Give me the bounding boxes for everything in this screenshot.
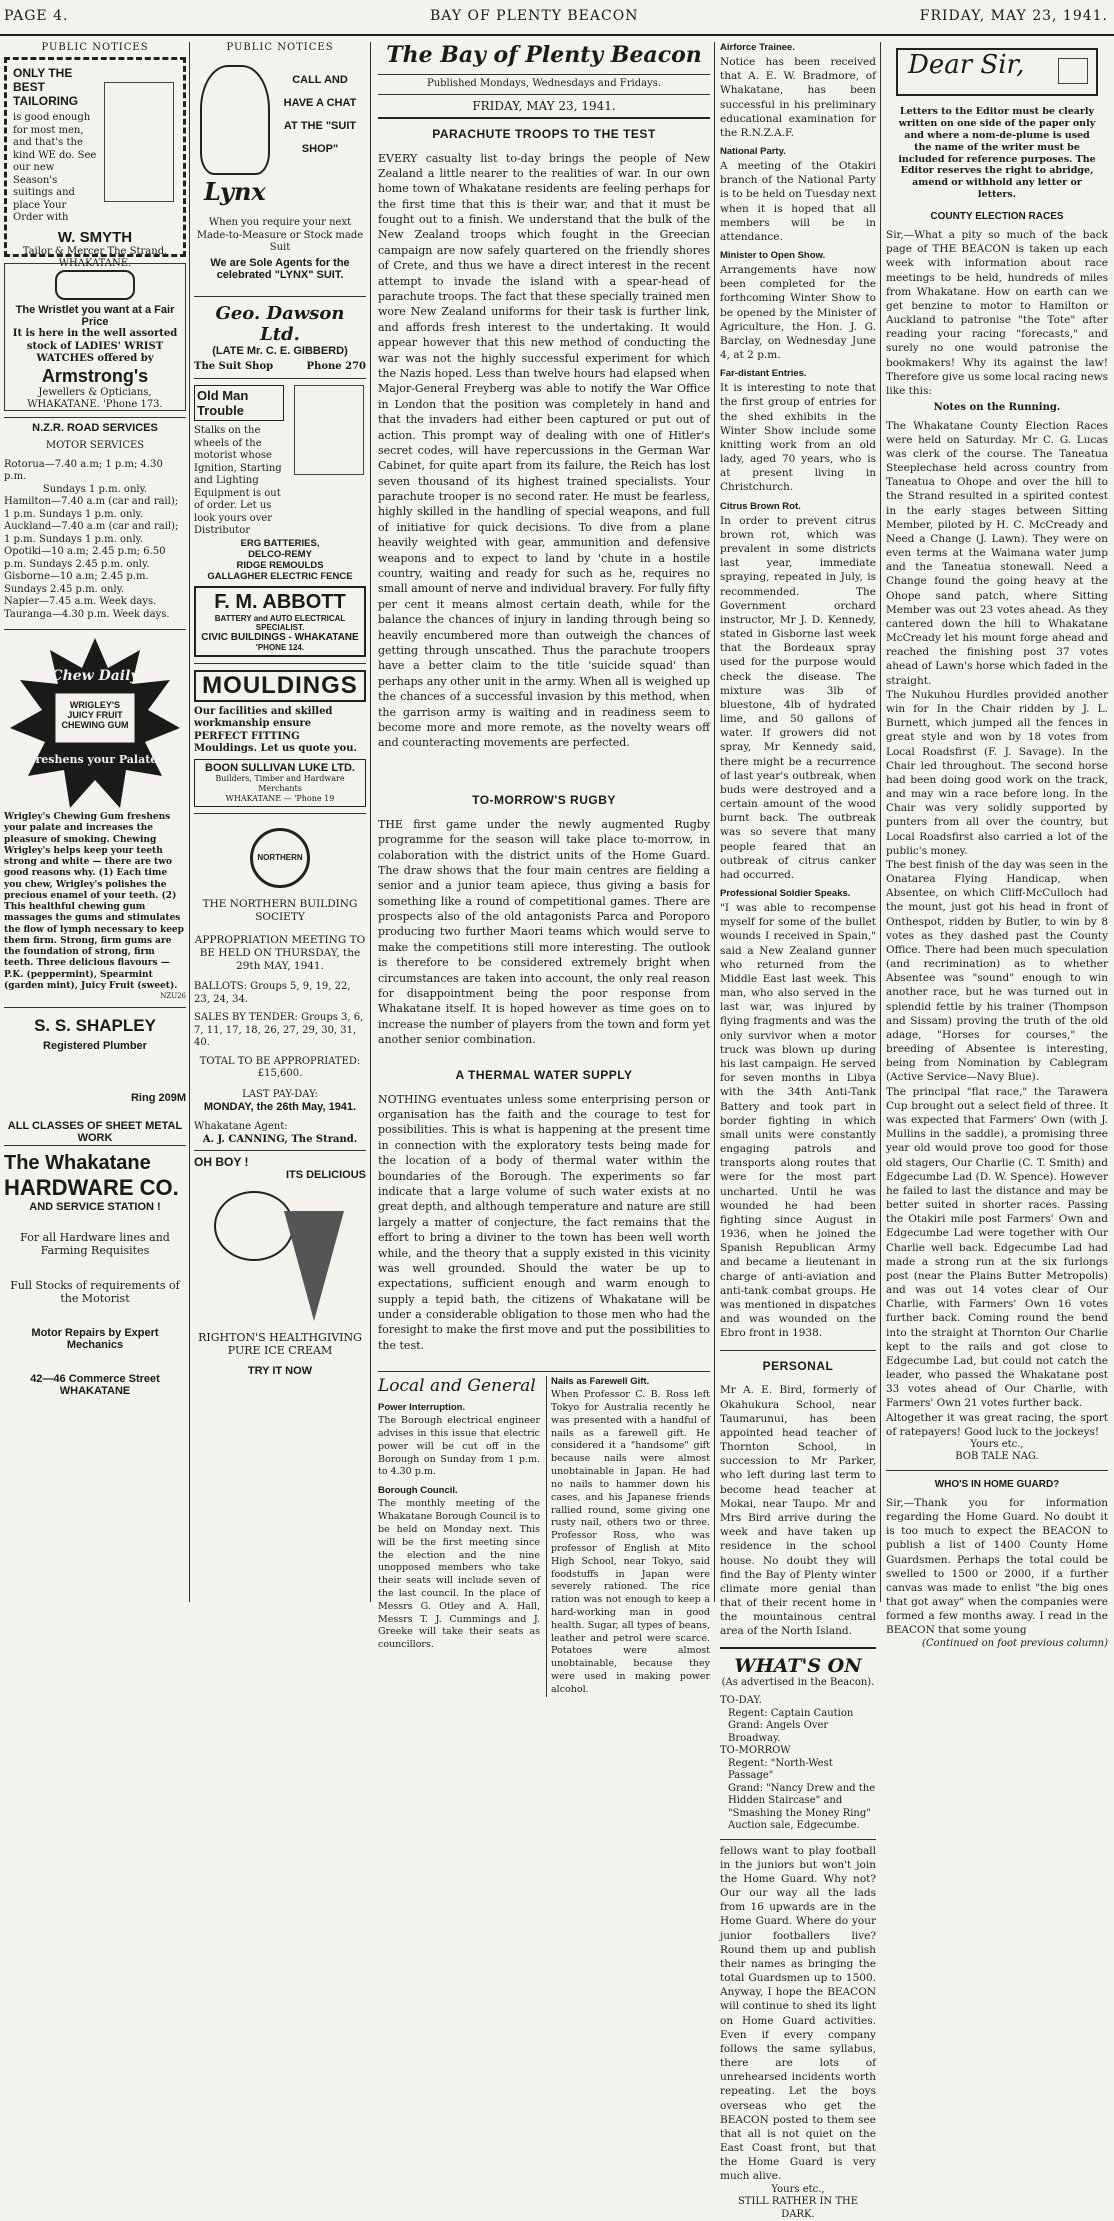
dawson-late: (LATE Mr. C. E. GIBBERD)	[212, 345, 348, 357]
letter-continued	[720, 1839, 876, 2221]
abbott-item: RIDGE REMOULDS	[236, 559, 324, 571]
issue-date: FRIDAY, MAY 23, 1941.	[919, 8, 1108, 24]
hardware-line-3: Motor Repairs by Expert Mechanics	[31, 1326, 159, 1351]
nbs-title: THE NORTHERN BUILDING SOCIETY	[202, 897, 358, 923]
page-header	[0, 0, 1114, 36]
nbs-agent-name: A. J. CANNING, The Strand.	[202, 1133, 358, 1145]
hardware-line-2: Full Stocks of requirements of the Motorist	[10, 1278, 180, 1305]
news-heading: Professional Soldier Speaks.	[720, 888, 851, 900]
editorial-headline: A THERMAL WATER SUPPLY	[455, 1067, 633, 1082]
shapley-work: ALL CLASSES OF SHEET METAL WORK	[7, 1119, 183, 1144]
tailor-illustration	[104, 82, 174, 202]
mouldings-title: MOULDINGS	[194, 670, 366, 702]
lynx-ad	[194, 57, 366, 297]
whats-on-item: Grand: "Nancy Drew and the Hidden Staircase" and "Smashing the Money Ring"	[728, 1782, 876, 1819]
wrigley-slogan: Freshens your Palate!	[27, 753, 163, 766]
abbott-item: DELCO-REMY	[248, 548, 312, 560]
nbs-payday: LAST PAY-DAY:	[242, 1088, 318, 1100]
local-general-section	[378, 1371, 710, 1697]
letter-name: STILL RATHER IN THE DARK.	[737, 2196, 859, 2220]
smyth-address: Tailor & Mercer The Strand. WHAKATANE.	[22, 245, 168, 269]
abbott-name: F. M. ABBOTT	[214, 590, 346, 613]
editorial-body: NOTHING eventuates unless some enterprising person or organisation has the faith and the courage to test for possibilities. This is what is happening at the present time in connection with the exploratory tests being made for the location of a body of thermal water within the boundaries of the Borough. The experiments so far indicate that a large volume of such water exists at no great depth, and although temperature and nature are still largely a matter of conjecture, the fact remains that the effort to bring a diviner to the town has been well worth while, and the theory that a supply existed in this vicinity was well grounded. Should the water be up to expectations, sufficient enough and warm enough to supply a tepid bath, the citizens of Whakatane will be under a considerable obligation to those men who had the foresight to make the first move and put the possibilities to the test.	[378, 1092, 710, 1352]
whats-on-title: WHAT'S ON	[734, 1654, 862, 1677]
news-heading: Borough Council.	[378, 1485, 458, 1497]
smyth-headline: ONLY THE BEST TAILORING	[13, 66, 79, 108]
news-body: A meeting of the Otakiri branch of the National Party is to be held on Tuesday next when it is hoped that all members will be in attendance.	[720, 160, 876, 243]
news-body: It is interesting to note that the first group of entries for the shed exhibits in the Winter Show include some knitting work from an old lady, aged 70 years, who is at present living in Christchurch.	[720, 382, 876, 494]
nbs-meeting: APPROPRIATION MEETING TO BE HELD ON THURSDAY, the 29th MAY, 1941.	[194, 933, 366, 972]
nbs-total: TOTAL TO BE APPROPRIATED: £15,600.	[199, 1055, 361, 1080]
whats-on-item: Regent: "North-West Passage"	[728, 1757, 833, 1782]
abbott-spec: BATTERY and AUTO ELECTRICAL SPECIALIST.	[214, 613, 346, 632]
dawson-shop: The Suit Shop	[194, 361, 274, 372]
abbott-dist: Distributor	[194, 525, 251, 536]
masthead-title: The Bay of Plenty Beacon	[386, 42, 702, 68]
watch-icon	[55, 270, 135, 300]
wrigley-ad	[4, 629, 186, 1001]
editorial-body: THE first game under the newly augmented Rugby programme for the season will take place to-morrow, in colaboration with the district units of the Home Guard. The draw shows that the four main centres are fielding a senior and a junior team apiece, thus giving a basis for something like a round of competitional games. There are prospects also of the old antagonists Parca and Poroporo producing two further Maori teams which would serve to make the competitions still more interesting. The outlook is therefore to be considered extremely bright when circumstances are taken into account, the only real reason for disappointment being the poor response from Whakatane itself. It is hoped however as time goes on to increase the number of players from the town and form yet another senior combination.	[378, 817, 710, 1047]
letter-body: Sir,—What a pity so much of the back page of THE BEACON is taken up each week with information about race meetings to be held, hundreds of miles from Whakatane. How on earth can we get benzine to motor to Hamilton or Auckland to patronise "the Tote" after reading your racing "forecasts," and surely no one would patronise the bookmakers! Why its against the law! Therefore give us some local racing news like this:	[886, 229, 1108, 397]
ice-name: RIGHTON'S HEALTHGIVING PURE ICE CREAM	[198, 1331, 362, 1358]
dear-sir-title: Dear Sir,	[908, 50, 1025, 80]
whats-on-item: Regent: Captain Caution	[728, 1707, 854, 1719]
shapley-ad	[4, 1007, 186, 1145]
local-general-title: Local and General	[378, 1376, 536, 1397]
dawson-phone: Phone 270	[306, 361, 366, 372]
shapley-phone: Ring 209M	[130, 1091, 186, 1104]
page-number: PAGE 4.	[4, 8, 69, 24]
nzr-line: Rotorua—7.40 a.m; 1 p.m; 4.30 p.m.	[4, 458, 163, 482]
letters-rules: Letters to the Editor must be clearly written on one side of the paper only and where a nom-de-plume is used the name of the writer must be included for reference purposes. The Editor reserves the right to abridge, amend or withhold any letter or letters.	[898, 106, 1096, 201]
wrigley-brand: WRIGLEY'S JUICY FRUIT CHEWING GUM	[61, 700, 129, 730]
nzr-title: N.Z.R. ROAD SERVICES	[32, 422, 158, 434]
news-body: Arrangements have now been completed for the forthcoming Winter Show to be opened by the Minister of Agriculture, the Hon. J. G. Barclay, on Wednesday June 4, at 2 p.m.	[720, 264, 876, 362]
lynx-body: When you require your next Made-to-Measure or Stock made Suit	[196, 217, 364, 253]
continued-note: (Continued on foot previous column)	[922, 1637, 1108, 1649]
hardware-sub: AND SERVICE STATION !	[29, 1200, 161, 1213]
armstrong-name: Armstrong's	[41, 365, 149, 386]
shapley-name: S. S. SHAPLEY	[34, 1015, 156, 1035]
nbs-ballots: BALLOTS: Groups 5, 9, 19, 22, 23, 24, 34.	[194, 981, 351, 1005]
personal-body: Mr A. E. Bird, formerly of Okahukura School, near Taumarunui, has been appointed head teacher of Thornton School, in succession to Mr Parker, who left during last term to become head teacher at Mokai, near Taupo. Mr and Mrs Bird arrive during the week and have taken up residence in the school house. No doubt they will find the Bay of Plenty winter climate more genial than that of their recent home in the mountainous central area of the North Island.	[720, 1384, 876, 1638]
news-body: "I was able to recompense myself for some of the bullet wounds I received in Spain," said a New Zealand gunner who returned from the Middle East last week. This man, who also served in the last war, was injured by flying fragments and was the only survivor when a motor truck was blown up during his last campaign. He served for seven months in Libya with the 34th Anti-Tank Battery and took part in border fighting in which small units were constantly engaging patrols and transports along routes that were for the most part uncharted. Until he was wounded he had been fighting since August in 1936, when he joined the Spanish Republican Army and became a lieutenant in charge of anti-aviation and anti-tank combat groups. He was mentioned in dispatches and was wounded on the Ebro front in 1938.	[720, 902, 876, 1340]
girl-face-illustration	[214, 1191, 294, 1261]
personal-title: PERSONAL	[720, 1350, 876, 1373]
nzr-line: Napier—7.45 a.m. Week days.	[4, 596, 157, 607]
news-body: Notice has been received that A. E. W. Bradmore, of Whakatane, has been successful in his preliminary educational examination for the R.N.Z.A.F.	[720, 56, 876, 139]
ice-cream-ad	[194, 1151, 366, 1391]
letter-body: Altogether it was great racing, the sport of ratepayers! Good luck to the jockeys!	[886, 1411, 1108, 1438]
letter-body: The best finish of the day was seen in the Onatarea Flying Handicap, when Absentee, on which Cliff-McCulloch had the mount, just got his head in front of Onthespot, ridden by Butler, to win by 8 votes as they dashed past the County Office. There had been much speculation (and recrimination) as to whether Absentee was "sound" enough to win another race, but he was turned out in splendid fettle by his trainer (Thompson and Sissam) proving the truth of the old adage, "Horses for courses," the breeding of Absentee is interesting, being from Nomination by Cablegram (Active Service—Navy Blue).	[886, 858, 1108, 1084]
nzr-subtitle: MOTOR SERVICES	[45, 440, 145, 451]
smyth-ad	[4, 57, 186, 269]
column-letters	[886, 42, 1108, 1649]
section-title: PUBLIC NOTICES	[41, 42, 149, 53]
hardware-address: 42—46 Commerce Street WHAKATANE	[30, 1372, 160, 1397]
editorial-headline: PARACHUTE TROOPS TO THE TEST	[432, 126, 656, 141]
dawson-footer	[194, 361, 366, 372]
northern-logo-text: NORTHERN	[257, 853, 303, 862]
whats-on-day: TO-MORROW	[720, 1745, 791, 1757]
abbott-item: ERG BATTERIES,	[240, 537, 320, 549]
whats-on-day: TO-DAY.	[720, 1695, 762, 1707]
nzr-line: Hamilton—7.40 a.m (car and rail); 1 p.m. Sundays 1 p.m. only.	[4, 496, 179, 520]
nzr-services	[4, 417, 186, 621]
abbott-ad	[194, 379, 366, 664]
masthead-published: Published Mondays, Wednesdays and Fridays.	[378, 74, 710, 95]
hardware-ad	[4, 1145, 186, 1397]
lynx-agents: We are Sole Agents for the celebrated "LYNX" SUIT.	[210, 257, 350, 281]
ice-try: TRY IT NOW	[247, 1365, 313, 1378]
letter-body: Sir,—Thank you for information regarding the Home Guard. No doubt it is too much to expect the BEACON to publish a list of 1400 County Home Guardsmen. Perhaps the total could be swelled to 1500 or 2000, if a further canvas was made to enlist "the big ones that got away" when the companies were formed a few months away. I read in the BEACON that some young	[886, 1496, 1108, 1637]
lynx-cat-illustration	[200, 65, 270, 175]
news-heading: Power Interruption.	[378, 1402, 466, 1414]
letter-name: BOB TALE NAG.	[955, 1451, 1039, 1463]
abbott-body: Stalks on the wheels of the motorist whose Ignition, Starting and Lighting Equipment is out of order. Let us look yours over	[194, 425, 282, 524]
dawson-name: Geo. Dawson Ltd.	[215, 303, 345, 345]
inkwell-icon	[1058, 58, 1088, 84]
column-public-notices-1	[4, 42, 186, 1604]
column-news	[720, 42, 876, 2220]
northern-building-society-ad	[194, 814, 366, 1152]
whats-on-sub: (As advertised in the Beacon).	[721, 1676, 875, 1688]
lynx-brand: Lynx	[204, 177, 266, 206]
mouldings-phone: WHAKATANE — 'Phone 19	[225, 793, 335, 803]
letter-body: The Whakatane County Election Races were held on Saturday. Mr C. G. Lucas was clerk of the course. The Taneatua Steeplechase held across country from Taneatua to Ohope and over the hill to the Strand resulted in a spirited contest in the early stages between Sitting Member, piloted by H. C. McCready and Need a Change (J. Lawn). They were on even terms at the Waimana water jump and the Taneatua stonewall. Need a Change found the going heavy at the Ohope sand patch, where Sitting Member was out 23 votes ahead. As they cantered down the hill to Whakatane McCready let his mount forge ahead and reached the finishing post 37 votes ahead of Lawn's horse which faded in the straight.	[886, 419, 1108, 687]
ice-cream-cone-icon	[284, 1211, 344, 1321]
whats-on-item: Grand: Angels Over Broadway.	[728, 1720, 829, 1744]
abbott-headline: Old Man Trouble	[194, 385, 284, 421]
news-heading: Far-distant Entries.	[720, 368, 807, 380]
letter-title: COUNTY ELECTION RACES	[930, 211, 1064, 222]
whats-on-item: Auction sale, Edgecumbe.	[728, 1820, 860, 1832]
starburst-graphic	[10, 638, 180, 808]
masthead-date: FRIDAY, MAY 23, 1941.	[472, 98, 616, 113]
lynx-call: CALL AND HAVE A CHAT AT THE "SUIT SHOP"	[283, 74, 357, 156]
news-body: In order to prevent citrus brown rot, which was prevalent in some districts last year, immediate spraying, repeated in July, is recommended. The Government orchard instructor, Mr J. D. Kennedy, stated in Gisborne last week that the Bordeaux spray used for the purpose would check the disease. The mixture was 3lb of bluestone, 4lb of hydrated lime, and 50 gallons of water. If growers did not spray, Mr Kennedy said, there might be a recurrence of last year's outbreak, when buds were destroyed and a certain amount of the wood burnt back. The outbreak was so severe that many people feared that an outbreak of citrus canker had occurred.	[720, 514, 876, 881]
news-heading: Nails as Farewell Gift.	[551, 1376, 650, 1388]
smyth-body: is good enough for most men, and that's the kind WE do. See our new Season's suitings and place Your Order with	[13, 112, 97, 223]
nbs-agent: Whakatane Agent:	[194, 1121, 288, 1133]
news-body: When Professor C. B. Ross left Tokyo for Australia recently he was presented with a handful of nails as a farewell gift. He considered it a "handsome" gift because nails were almost unobtainable in Japan. He had no nails to hammer down his cases, and his Japanese friends rallied round, some giving one rusty nail, others two or three. Professor Ross, who was professor of English at Mito High School, near Tokyo, said foodstuffs in Japan were severely rationed. The rice ration was not enough to keep a hard-working man in good health. Sugar, all types of beans, leather and petrol were scarce. Potatoes were almost unobtainable, because they were used in making power alcohol.	[551, 1389, 710, 1695]
shapley-trade: Registered Plumber	[43, 1039, 147, 1052]
editorial-headline: TO-MORROW'S RUGBY	[472, 792, 616, 807]
nzr-line: Tauranga—4.30 p.m. Week days.	[4, 608, 170, 620]
mouldings-body: Our facilities and skilled workmanship ensure PERFECT FITTING Mouldings. Let us quote you.	[194, 705, 357, 754]
mouldings-sub: Builders, Timber and Hardware Merchants	[215, 773, 345, 793]
whats-on-box	[720, 1647, 876, 1833]
nzr-line: Sundays 1 p.m. only.	[42, 483, 148, 495]
letter-body: fellows want to play football in the juniors but won't join the Home Guard. Why not? Our our way all the lads from 16 upwards are in the Home Guard. Where do your junior footballers live? Round them up and publish their names as bringing the total Guardsmen up to 1500. Anyway, I hope the BEACON will continue to shed its light on Home Guard activities. Even if every company follows the same syllabus, there are lots of unrehearsed incidents worth repeating. Let the boys overseas who get the BEACON posted to them see that all is not quiet on the East Coast front, but that the Home Guard is very much alive.	[720, 1844, 876, 2183]
hardware-name-2: HARDWARE CO.	[4, 1174, 179, 1200]
news-body: The monthly meeting of the Whakatane Borough Council is to be held on Monday next. This will be the first meeting since the election and the nine unopposed members who take their seats will include seven of the last council. In the place of Messrs G. Otley and A. Hall, Messrs T. J. Cummings and J. Greeke will take their seats as councillors.	[378, 1498, 540, 1651]
abbott-phone: 'PHONE 124.	[255, 642, 305, 652]
old-man-illustration	[294, 385, 364, 475]
masthead	[378, 42, 710, 119]
hardware-line-1: For all Hardware lines and Farming Requisites	[20, 1230, 170, 1257]
abbott-civic: CIVIC BUILDINGS - WHAKATANE	[201, 631, 359, 643]
armstrong-ad	[4, 263, 186, 411]
letter-sign: Yours etc.,	[771, 2183, 825, 2195]
column-public-notices-2	[194, 42, 366, 1604]
news-heading: National Party.	[720, 146, 786, 158]
paper-name: BAY OF PLENTY BEACON	[430, 8, 639, 24]
smyth-name: W. SMYTH	[57, 228, 133, 246]
news-heading: Minister to Open Show.	[720, 250, 826, 262]
nbs-tender: SALES BY TENDER: Groups 3, 6, 7, 11, 17, 18, 26, 27, 29, 30, 31, 40.	[194, 1012, 364, 1049]
nzr-line: Opotiki—10 a.m; 2.45 p.m; 6.50 p.m. Sundays 2.45 p.m. only.	[4, 546, 166, 570]
local-general-right	[546, 1376, 710, 1697]
section-title: PUBLIC NOTICES	[226, 42, 334, 53]
armstrong-body: It is here in the well assorted stock of LADIES' WRIST WATCHES offered by	[12, 328, 178, 364]
wrigley-badge: Chew Daily	[51, 668, 139, 684]
letter-subhead: Notes on the Running.	[933, 402, 1061, 414]
dawson-ad	[194, 297, 366, 379]
local-general-left	[378, 1376, 540, 1697]
armstrong-headline: The Wristlet you want at a Fair Price	[15, 304, 175, 328]
letter-body: The principal "flat race," the Tarawera Cup brought out a select field of three. It was expected that Farmers' Own (with J. Mullins in the saddle), a promising three year old would prove too good for those old stagers, Our Charlie (C. T. Smith) and Edgecumbe Lad (D. W. Spence). However he failed to last the distance and may be better suited in shorter races. Passing the Otakiri mile post Farmers' Own and Edgecumbe Lad were together with Our Charlie well back. Edgecumbe Lad had made a strong run at the six furlongs post (near the Plains Butter Metropolis) and was out 14 votes clear of Our Charlie, with Farmers' Own 16 votes further back. Coming round the bend into the straight at Thornton Our Charlie kept to the rails and got close to Edgecumbe Lad, but could not catch the leader, who passed the Whakatane post 33 votes ahead of Our Charlie, with Farmers' Own 21 votes further back.	[886, 1085, 1108, 1410]
news-body: The Borough electrical engineer advises in this issue that electric power will be cut off in the Borough on Sunday from 1 p.m. to 4.30 p.m.	[378, 1415, 540, 1478]
abbott-item: GALLAGHER ELECTRIC FENCE	[207, 570, 353, 582]
northern-logo	[250, 828, 310, 888]
ice-delicious: ITS DELICIOUS	[285, 1169, 366, 1182]
wrigley-body: Wrigley's Chewing Gum freshens your palate and increases the pleasure of smoking. Chewing Wrigley's helps keep your teeth strong and white — there are two good reasons why. (1) Each time you chew, Wrigley's polishes the precious enamel of your teeth. (2) This healthful chewing gum massages the gums and stimulates the flow of lymph necessary to keep them firm. Strong, firm gums are the foundation of strong, firm teeth. Three delicious flavours — P.K. (peppermint), Spearmint (garden mint), Juicy Fruit (sweet).	[4, 812, 184, 991]
mouldings-ad	[194, 664, 366, 814]
ice-oh-boy: OH BOY !	[194, 1155, 249, 1170]
hardware-name-1: The Whakatane	[4, 1151, 151, 1174]
wrigley-code: NZU26	[160, 992, 186, 1000]
nbs-monday: MONDAY, the 26th May, 1941.	[203, 1101, 357, 1114]
letter-title: WHO'S IN HOME GUARD?	[886, 1470, 1108, 1490]
column-editorial	[378, 42, 710, 1695]
letter-sign: Yours etc.,	[970, 1438, 1024, 1450]
editorial-body: EVERY casualty list to-day brings the people of New Zealand a little nearer to the realities of war. In our own home town of Whakatane residents are feeling perhaps for the first time that this is their war, and that it must be fought out to a finish. We understand that the bulk of the New Zealand troops which fought in the Greecian campaign are now safely quartered on the friendly shores of Crete, and thus we have a direct interest in the recent attempt to invade the island with a spear-head of parachute troops. The fact that these specially trained men wore New Zealand uniforms for their task is further link, and affords fresh interest to the undertaking. It would appear however that this new method of conducting the war was not the highly successful experiment for which the Nazis hoped. Less than twelve hours had elapsed when Major-General Freyberg was able to notify the War Office in London that the position was completely in hand and that the invaders had either been captured or put out of action. This prompt way of dealing with one of Hitler's secret codes, will have repercussions in the German War Cabinet, for quite apart from its failure, the Reich has lost seven thousand of its highest trained specialists. Your parachute trooper is no second rater. He must be fearless, highly skilled in the handling of special weapons, and full of initiative for quick decisions. To dive from a plane heavily weighted with gear, ammunition and defensive weapons and to expect to land by 'chute in a hostile country, waiting and ready for such as he, requires no small amount of nerve and individual bravery. For fully fifty per cent it means almost certain death, while for the balance the chances of injury in landing through being so heavily encumbered more than outweigh the chances of getting through unscathed. Thus the parachute troopers have a better claim to the title 'suicide squad' than perhaps any other unit in the army. When all is weighed up the chances of a successful invasion by this method, when the garrison army is waiting and in readiness seem to become more and more remote, as the novelty wears off and counteracting movements are perfected.	[378, 151, 710, 750]
nzr-line: Gisborne—10 a.m; 2.45 p.m. Sundays 2.45 p.m. only.	[4, 571, 149, 595]
news-heading: Citrus Brown Rot.	[720, 500, 801, 512]
letter-body: The Nukuhou Hurdles provided another win for In the Chair ridden by J. L. Burnett, which jumped all the fences in great style and won by 18 votes from Local Roadsfirst (F. J. Savage). In the Chair led throughout. The second horse had been doing good work on the track, and may win a race before long. In the Chair was very solidly supported by punters from all over the country, but Local Roadsfirst also carried a lot of the public's money.	[886, 688, 1108, 857]
mouldings-name: BOON SULLIVAN LUKE LTD.	[205, 761, 355, 774]
news-heading: Airforce Trainee.	[720, 42, 795, 53]
armstrong-address: Jewellers & Opticians, WHAKATANE. 'Phone 173.	[27, 386, 163, 410]
nzr-line: Auckland—7.40 a.m (car and rail); 1 p.m. Sundays 1 p.m. only.	[4, 521, 179, 545]
dear-sir-box	[896, 48, 1098, 96]
